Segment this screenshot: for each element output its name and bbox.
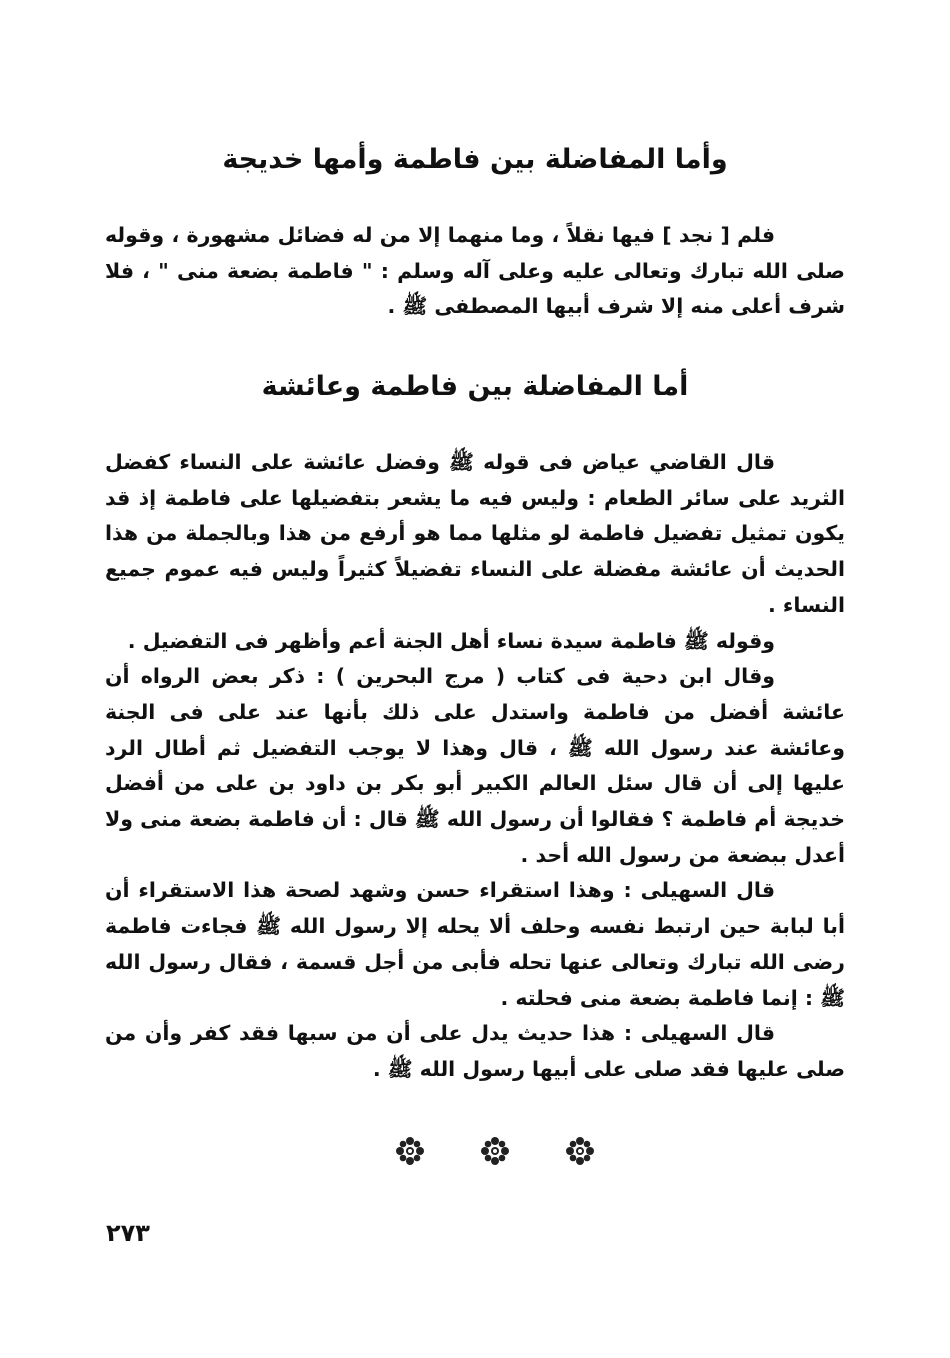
page-number: ٢٧٣ bbox=[106, 1219, 150, 1247]
floral-rosette-icon bbox=[565, 1136, 595, 1166]
section-heading-khadija: وأما المفاضلة بين فاطمة وأمها خديجة bbox=[222, 144, 728, 175]
paragraph: وقوله ﷺ فاطمة سيدة نساء أهل الجنة أعم وأظهر فى التفضيل . bbox=[127, 628, 775, 653]
section-heading-aisha: أما المفاضلة بين فاطمة وعائشة bbox=[261, 371, 689, 402]
section-khadija-body bbox=[105, 218, 845, 325]
floral-rosette-icon bbox=[480, 1136, 510, 1166]
section-aisha-body bbox=[105, 445, 845, 1088]
paragraph: قال السهيلى : وهذا استقراء حسن وشهد لصحة هذا الاستقراء أن أبا لبابة حين ارتبط نفسه وحلف ألا يحله إلا رسول الله ﷺ فجاءت فاطمة رضى الله تبارك وتعالى عنها تحله فأبى من أجل قسمة ، فقال رسول الله ﷺ : إنما فاطمة بضعة منى فحلته . bbox=[105, 878, 845, 1010]
paragraph: وقال ابن دحية فى كتاب ( مرج البحرين ) : ذكر بعض الرواه أن عائشة أفضل من فاطمة واستدل على ذلك بأنها عند على فى الجنة وعائشة عند رسول الله ﷺ ، قال وهذا لا يوجب التفضيل ثم أطال الرد عليها إلى أن قال سئل العالم الكبير أبو بكر بن داود بن على من أفضل خديجة أم فاطمة ؟ فقالوا أن رسول الله ﷺ قال : أن فاطمة بضعة منى ولا أعدل ببضعة من رسول الله أحد . bbox=[105, 664, 845, 867]
paragraph: فلم [ نجد ] فيها نقلاً ، وما منهما إلا من له فضائل مشهورة ، وقوله صلى الله تبارك وتعالى عليه وعلى آله وسلم : " فاطمة بضعة منى " ، فلا شرف أعلى منه إلا شرف أبيها المصطفى ﷺ . bbox=[105, 223, 845, 319]
paragraph: قال القاضي عياض فى قوله ﷺ وفضل عائشة على النساء كفضل الثريد على سائر الطعام : وليس فيه ما يشعر بتفضيلها على فاطمة إذ قد يكون تمثيل تفضيل فاطمة لو مثلها مما هو أرفع من هذا وبالجملة من هذا الحديث أن عائشة مفضلة على النساء تفضيلاً كثيراً وليس فيه عموم جميع النساء . bbox=[105, 450, 845, 617]
floral-rosette-icon bbox=[395, 1136, 425, 1166]
section-end-ornaments bbox=[395, 1133, 595, 1169]
paragraph: قال السهيلى : هذا حديث يدل على أن من سبها فقد كفر وأن من صلى عليها فقد صلى على أبيها رسول الله ﷺ . bbox=[105, 1021, 845, 1081]
